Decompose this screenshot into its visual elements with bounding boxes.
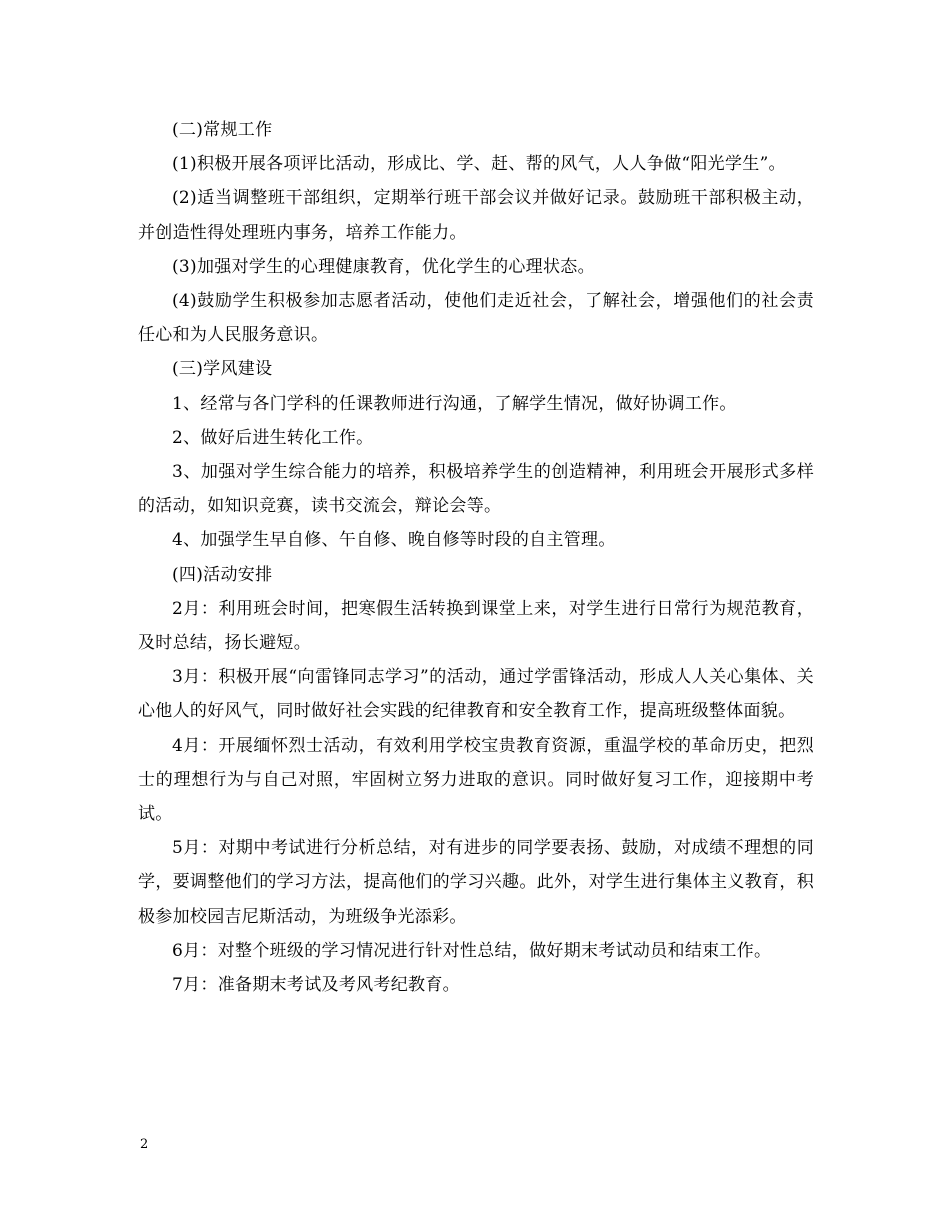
- paragraph-may: 5月：对期中考试进行分析总结，对有进步的同学要表扬、鼓励，对成绩不理想的同学，要调整他们的学习方法，提高他们的学习兴趣。此外，对学生进行集体主义教育，积极参加校园吉尼斯活动，为班级争光添彩。: [138, 838, 814, 927]
- paragraph-june: 6月：对整个班级的学习情况进行针对性总结，做好期末考试动员和结束工作。: [172, 940, 772, 961]
- paragraph-item-1: (1)积极开展各项评比活动，形成比、学、赶、帮的风气，人人争做“阳光学生”。: [172, 154, 786, 175]
- paragraph-study-2: 2、做好后进生转化工作。: [172, 427, 374, 448]
- paragraph-march: 3月：积极开展“向雷锋同志学习”的活动，通过学雷锋活动，形成人人关心集体、关心他人的好风气，同时做好社会实践的纪律教育和安全教育工作，提高班级整体面貌。: [138, 667, 814, 722]
- paragraph-study-3: 3、加强对学生综合能力的培养，积极培养学生的创造精神，利用班会开展形式多样的活动，如知识竞赛，读书交流会，辩论会等。: [138, 462, 814, 517]
- paragraph-item-3: (3)加强对学生的心理健康教育，优化学生的心理状态。: [172, 256, 595, 277]
- section-heading-routine-work: (二)常规工作: [172, 120, 273, 140]
- paragraph-february: 2月：利用班会时间，把寒假生活转换到课堂上来，对学生进行日常行为规范教育，及时总结，扬长避短。: [138, 598, 814, 654]
- paragraph-april: 4月：开展缅怀烈士活动，有效利用学校宝贵教育资源，重温学校的革命历史，把烈士的理想行为与自己对照，牢固树立努力进取的意识。同时做好复习工作，迎接期中考试。: [138, 735, 814, 825]
- paragraph-study-4: 4、加强学生早自修、午自修、晚自修等时段的自主管理。: [172, 530, 616, 551]
- page-number: 2: [140, 1137, 149, 1152]
- paragraph-july: 7月：准备期末考试及考风考纪教育。: [172, 975, 460, 996]
- paragraph-study-1: 1、经常与各门学科的任课教师进行沟通，了解学生情况，做好协调工作。: [172, 393, 737, 414]
- paragraph-item-2: (2)适当调整班干部组织，定期举行班干部会议并做好记录。鼓励班干部积极主动，并创造性得处理班内事务，培养工作能力。: [138, 188, 814, 243]
- section-heading-study-style: (三)学风建设: [172, 359, 273, 380]
- paragraph-item-4: (4)鼓励学生积极参加志愿者活动，使他们走近社会，了解社会，增强他们的社会责任心和为人民服务意识。: [138, 291, 814, 346]
- document-body: [138, 113, 814, 1002]
- section-heading-activities: (四)活动安排: [172, 564, 273, 585]
